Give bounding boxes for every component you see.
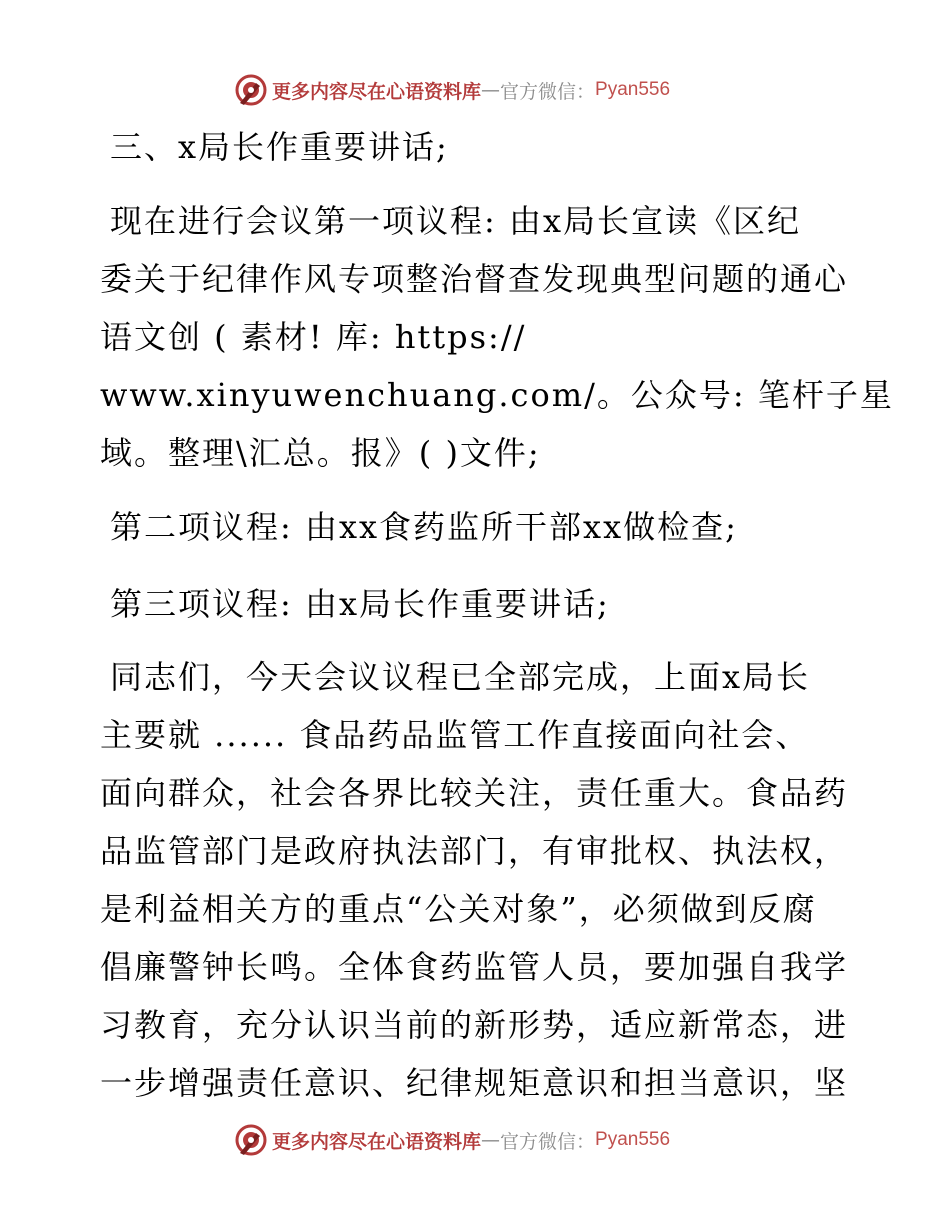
watermark-main-text: 更多内容尽在心语资料库 [272,1130,482,1153]
watermark-main-text: 更多内容尽在心语资料库 [272,80,482,103]
closing-paragraph [100,648,860,1112]
watermark-header [234,70,670,110]
watermark-official-label: 官方微信： [500,80,596,103]
text-line: 语文创 ( 素材! 库: https:// [100,318,527,356]
agenda-two-paragraph [100,498,860,556]
pen-logo-icon [234,73,268,107]
text-line: 委关于纪律作风专项整治督查发现典型问题的通心 [100,260,849,298]
heading-item [100,118,860,176]
agenda-one-paragraph [100,192,894,482]
text-line: 现在进行会议第一项议程: 由x局长宣读《区纪 [110,202,802,240]
text-line: 域。整理\汇总。报》( )文件; [100,434,541,472]
watermark-separator: — [481,1129,501,1151]
text-line: 倡廉警钟长鸣。全体食药监管人员，要加强自我学 [100,948,849,986]
text-line: 三、x局长作重要讲话; [110,128,449,166]
text-line: 同志们，今天会议议程已全部完成，上面x局长 [110,658,811,696]
text-line: 品监管部门是政府执法部门，有审批权、执法权， [100,832,849,870]
watermark-separator: — [481,79,501,101]
watermark-wechat-id: Pyan556 [595,79,671,100]
watermark-footer [234,1120,670,1160]
text-line: 第三项议程: 由x局长作重要讲话; [110,585,610,623]
watermark-official-label: 官方微信： [500,1130,596,1153]
agenda-three-paragraph [100,575,860,633]
pen-logo-icon [234,1123,268,1157]
text-line: 一步增强责任意识、纪律规矩意识和担当意识，坚 [100,1064,849,1102]
watermark-wechat-id: Pyan556 [595,1129,671,1150]
text-line: 习教育，充分认识当前的新形势，适应新常态，进 [100,1006,849,1044]
text-line: 面向群众，社会各界比较关注，责任重大。食品药 [100,774,849,812]
text-line: 第二项议程: 由xx食药监所干部xx做检查; [110,508,738,546]
text-line: 是利益相关方的重点“公关对象”，必须做到反腐 [100,890,817,928]
text-line: 主要就 ...... 食品药品监管工作直接面向社会、 [100,716,810,754]
text-line: www.xinyuwenchuang.com/。公众号: 笔杆子星 [100,376,894,414]
